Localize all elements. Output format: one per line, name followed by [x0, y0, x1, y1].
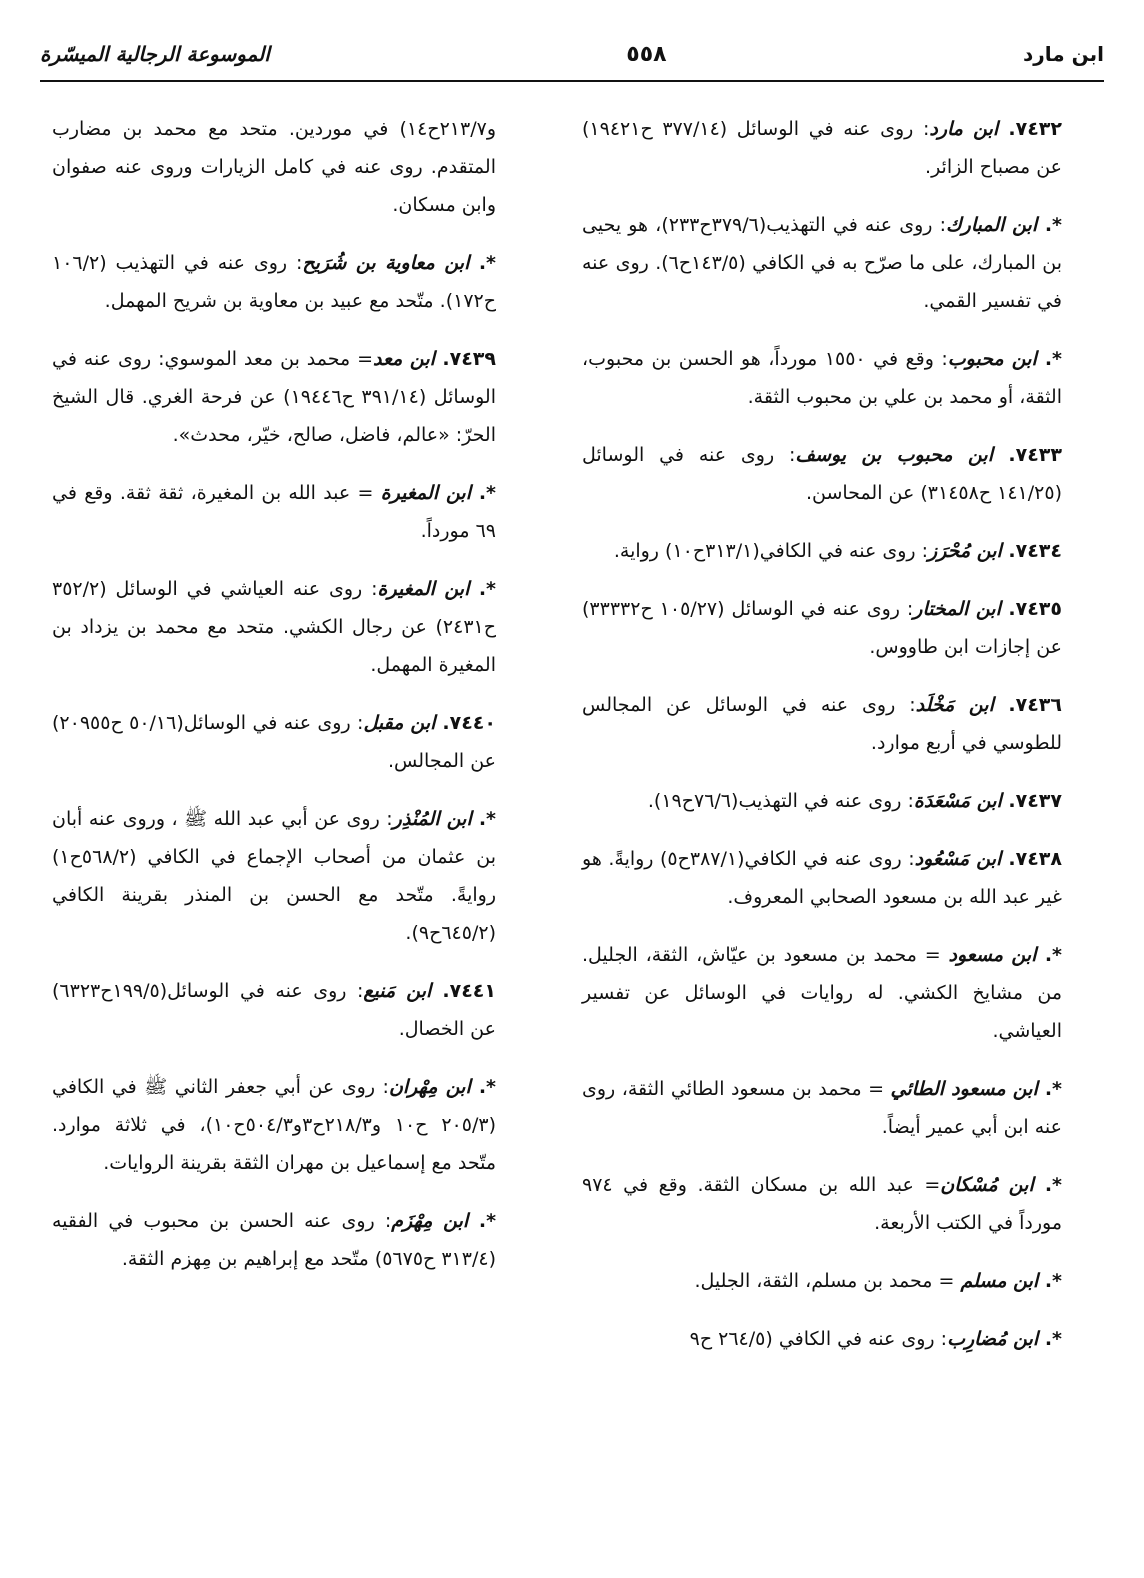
entry-name: ابن المغيرة [380, 482, 471, 504]
entry-name: ابن مسلم [960, 1270, 1039, 1292]
entry-text: : روى عنه في الوسائل(٥٠/١٦ ح٢٠٩٥٥) عن المجالس. [52, 712, 496, 772]
entry [582, 782, 1062, 820]
entry-text: = محمد بن مسعود الطائي الثقة، روى عنه ابن أبي عمير أيضاً. [582, 1078, 1062, 1138]
entry-number: *. [1033, 1174, 1062, 1196]
entry-number: ٧٤٤٠. [435, 712, 496, 734]
entry-name: ابن مُحْرَز [928, 540, 1002, 562]
entry-text: : روى عنه في الوسائل (٣٧٧/١٤ ح١٩٤٢١) عن مصباح الزائر. [582, 118, 1062, 178]
entry [52, 570, 496, 684]
entry [582, 110, 1062, 186]
entry [582, 686, 1062, 762]
entry [52, 340, 496, 454]
entry-name: ابن المُنْذِر [392, 808, 472, 830]
entry-name: ابن مقبل [363, 712, 436, 734]
entry-number: ٧٤٣٨. [1001, 848, 1062, 870]
entry-text: : روى عنه في التهذيب(٣٧٩/٦ح٢٣٣)، هو يحيى بن المبارك، على ما صرّح به في الكافي (١٤٣/٥ح٦). روى عنه في تفسير القمي. [582, 214, 1062, 312]
entry-number: *. [470, 482, 496, 504]
entry-text: : روى عنه في الكافي(٣٨٧/١ح٥) روايةً. هو غير عبد الله بن مسعود الصحابي المعروف. [582, 848, 1062, 908]
entry-text: : روى عنه في الوسائل (١٠٥/٢٧ ح٣٣٣٣٢) عن إجازات ابن طاووس. [582, 598, 1062, 658]
entry-text: : روى عنه في الكافي(٣١٣/١ح١٠) رواية. [613, 540, 929, 562]
entry-name: ابن معاوية بن شُرَيح [302, 252, 470, 274]
entry-text: = محمد بن معد الموسوي: روى عنه في الوسائل (٣٩١/١٤ ح١٩٤٤٦) عن فرحة الغري. قال الشيخ الحرّ: «عالم، فاضل، صالح، خيّر، محدث». [52, 348, 496, 446]
entry-number: ٧٤٣٤. [1001, 540, 1062, 562]
entry-text: : روى عن أبي جعفر الثاني ﷺ في الكافي (٢٠٥/٣ ح١٠ و٢١٨/٣ح٣و٥٠٤/٣ح١٠)، في ثلاثة موارد. متّحد مع إسماعيل بن مهران الثقة بقرينة الروايات. [52, 1076, 496, 1174]
entry [582, 206, 1062, 320]
entry-name: ابن المغيرة [377, 578, 470, 600]
entry [582, 590, 1062, 666]
entry-text: = عبد الله بن المغيرة، ثقة ثقة. وقع في ٦٩ مورداً. [52, 482, 496, 542]
entry-text: : روى عنه في الكافي (٢٦٤/٥ ح٩ [689, 1328, 948, 1350]
entry-name: ابن محبوب بن يوسف [795, 444, 993, 466]
entry [582, 1262, 1062, 1300]
entry [52, 474, 496, 550]
left-column [52, 110, 496, 1298]
entry-name: ابن مِهْزَم [391, 1210, 469, 1232]
entry-text: : روى عنه في الوسائل عن المجالس للطوسي في أربع موارد. [582, 694, 1062, 754]
entry [52, 1068, 496, 1182]
entry-number: *. [469, 252, 496, 274]
entry-name: ابن مُضارِب [947, 1328, 1039, 1350]
entry-number: ٧٤٣٩. [434, 348, 496, 370]
entry-number: ٧٤٤١. [431, 980, 496, 1002]
entry-name: ابن مُسْكان [940, 1174, 1034, 1196]
entry-name: ابن مِهْران [388, 1076, 471, 1098]
entry-name: ابن محبوب [947, 348, 1037, 370]
entry-number: *. [1038, 1270, 1062, 1292]
page-header [40, 34, 1104, 74]
entry-number: *. [1036, 348, 1062, 370]
entry-name: ابن مسعود الطائي [890, 1078, 1038, 1100]
entry [582, 1070, 1062, 1146]
entry-text: : روى عنه في الوسائل (١٤١/٢٥ ح٣١٤٥٨) عن المحاسن. [582, 444, 1062, 504]
entry-number: ٧٤٣٣. [992, 444, 1062, 466]
entry-name: ابن مَخْلَد [915, 694, 994, 716]
entry [582, 1166, 1062, 1242]
entry-text: = محمد بن مسعود بن عيّاش، الثقة، الجليل. من مشايخ الكشي. له روايات في الوسائل عن تفسير العياشي. [582, 944, 1062, 1042]
entry-name: ابن مسعود [948, 944, 1037, 966]
entry [52, 704, 496, 780]
entry-number: ٧٤٣٢. [998, 118, 1062, 140]
entry-text: : روى عن أبي عبد الله ﷺ ، وروى عنه أبان بن عثمان من أصحاب الإجماع في الكافي (٥٦٨/٢ح١) روايةً. متّحد مع الحسن بن المنذر بقرينة الكافي (٦٤٥/٢ح٩). [52, 808, 496, 944]
entry [52, 244, 496, 320]
entry [52, 1202, 496, 1278]
entry-name: ابن معد [373, 348, 435, 370]
entry [52, 800, 496, 952]
entry-number: *. [1036, 944, 1062, 966]
entry-text: : روى عنه الحسن بن محبوب في الفقيه (٣١٣/٤ ح٥٦٧٥) متّحد مع إبراهيم بن مِهزم الثقة. [52, 1210, 496, 1270]
entry [52, 972, 496, 1048]
book-title: الموسوعة الرجالية الميسّرة [40, 42, 270, 66]
entry-text: = محمد بن مسلم، الثقة، الجليل. [694, 1270, 961, 1292]
entry-number: *. [1038, 1328, 1062, 1350]
entry [582, 436, 1062, 512]
entry-text: : روى عنه في التهذيب(٧٦/٦ح١٩). [647, 790, 914, 812]
entry-number: ٧٤٣٥. [1000, 598, 1062, 620]
entry [582, 532, 1062, 570]
right-column [582, 110, 1062, 1378]
entry-number: *. [471, 808, 496, 830]
entry [582, 840, 1062, 916]
entry-number: *. [470, 1076, 496, 1098]
continued-entry: و٢١٣/٧ح١٤) في موردين. متحد مع محمد بن مضارب المتقدم. روى عنه في كامل الزيارات وروى عنه صفوان وابن مسكان. [52, 118, 496, 216]
entry-number: ٧٤٣٧. [1001, 790, 1062, 812]
entry-text: = عبد الله بن مسكان الثقة. وقع في ٩٧٤ مورداً في الكتب الأربعة. [582, 1174, 1062, 1234]
running-head: ابن مارد [1023, 42, 1104, 66]
entry-text: : روى عنه العياشي في الوسائل (٣٥٢/٢ ح٢٤٣١) عن رجال الكشي. متحد مع محمد بن يزداد بن المغيرة المهمل. [52, 578, 496, 676]
page-number: ٥٥٨ [626, 41, 667, 67]
entry-name: ابن مَسْعُود [914, 848, 1002, 870]
entry-name: ابن مَسْعَدَة [913, 790, 1002, 812]
entry [582, 340, 1062, 416]
entry-number: *. [469, 578, 496, 600]
entry [582, 936, 1062, 1050]
entry-text: : روى عنه في التهذيب (١٠٦/٢ ح١٧٢). متّحد مع عبيد بن معاوية بن شريح المهمل. [52, 252, 496, 312]
entry-number: *. [1037, 1078, 1062, 1100]
header-rule [40, 80, 1104, 82]
entry-number: *. [1037, 214, 1062, 236]
entry-text: : روى عنه في الوسائل(١٩٩/٥ح٦٣٢٣) عن الخصال. [52, 980, 496, 1040]
entry-text: : وقع في ١٥٥٠ مورداً، هو الحسن بن محبوب، الثقة، أو محمد بن علي بن محبوب الثقة. [582, 348, 1062, 408]
entry-number: *. [468, 1210, 497, 1232]
entry-name: ابن المبارك [946, 214, 1038, 236]
entry-number: ٧٤٣٦. [993, 694, 1062, 716]
entry-name: ابن مارد [929, 118, 999, 140]
entry [582, 1320, 1062, 1358]
entry-name: ابن المختار [913, 598, 1001, 620]
entry-name: ابن مَنيع [363, 980, 432, 1002]
